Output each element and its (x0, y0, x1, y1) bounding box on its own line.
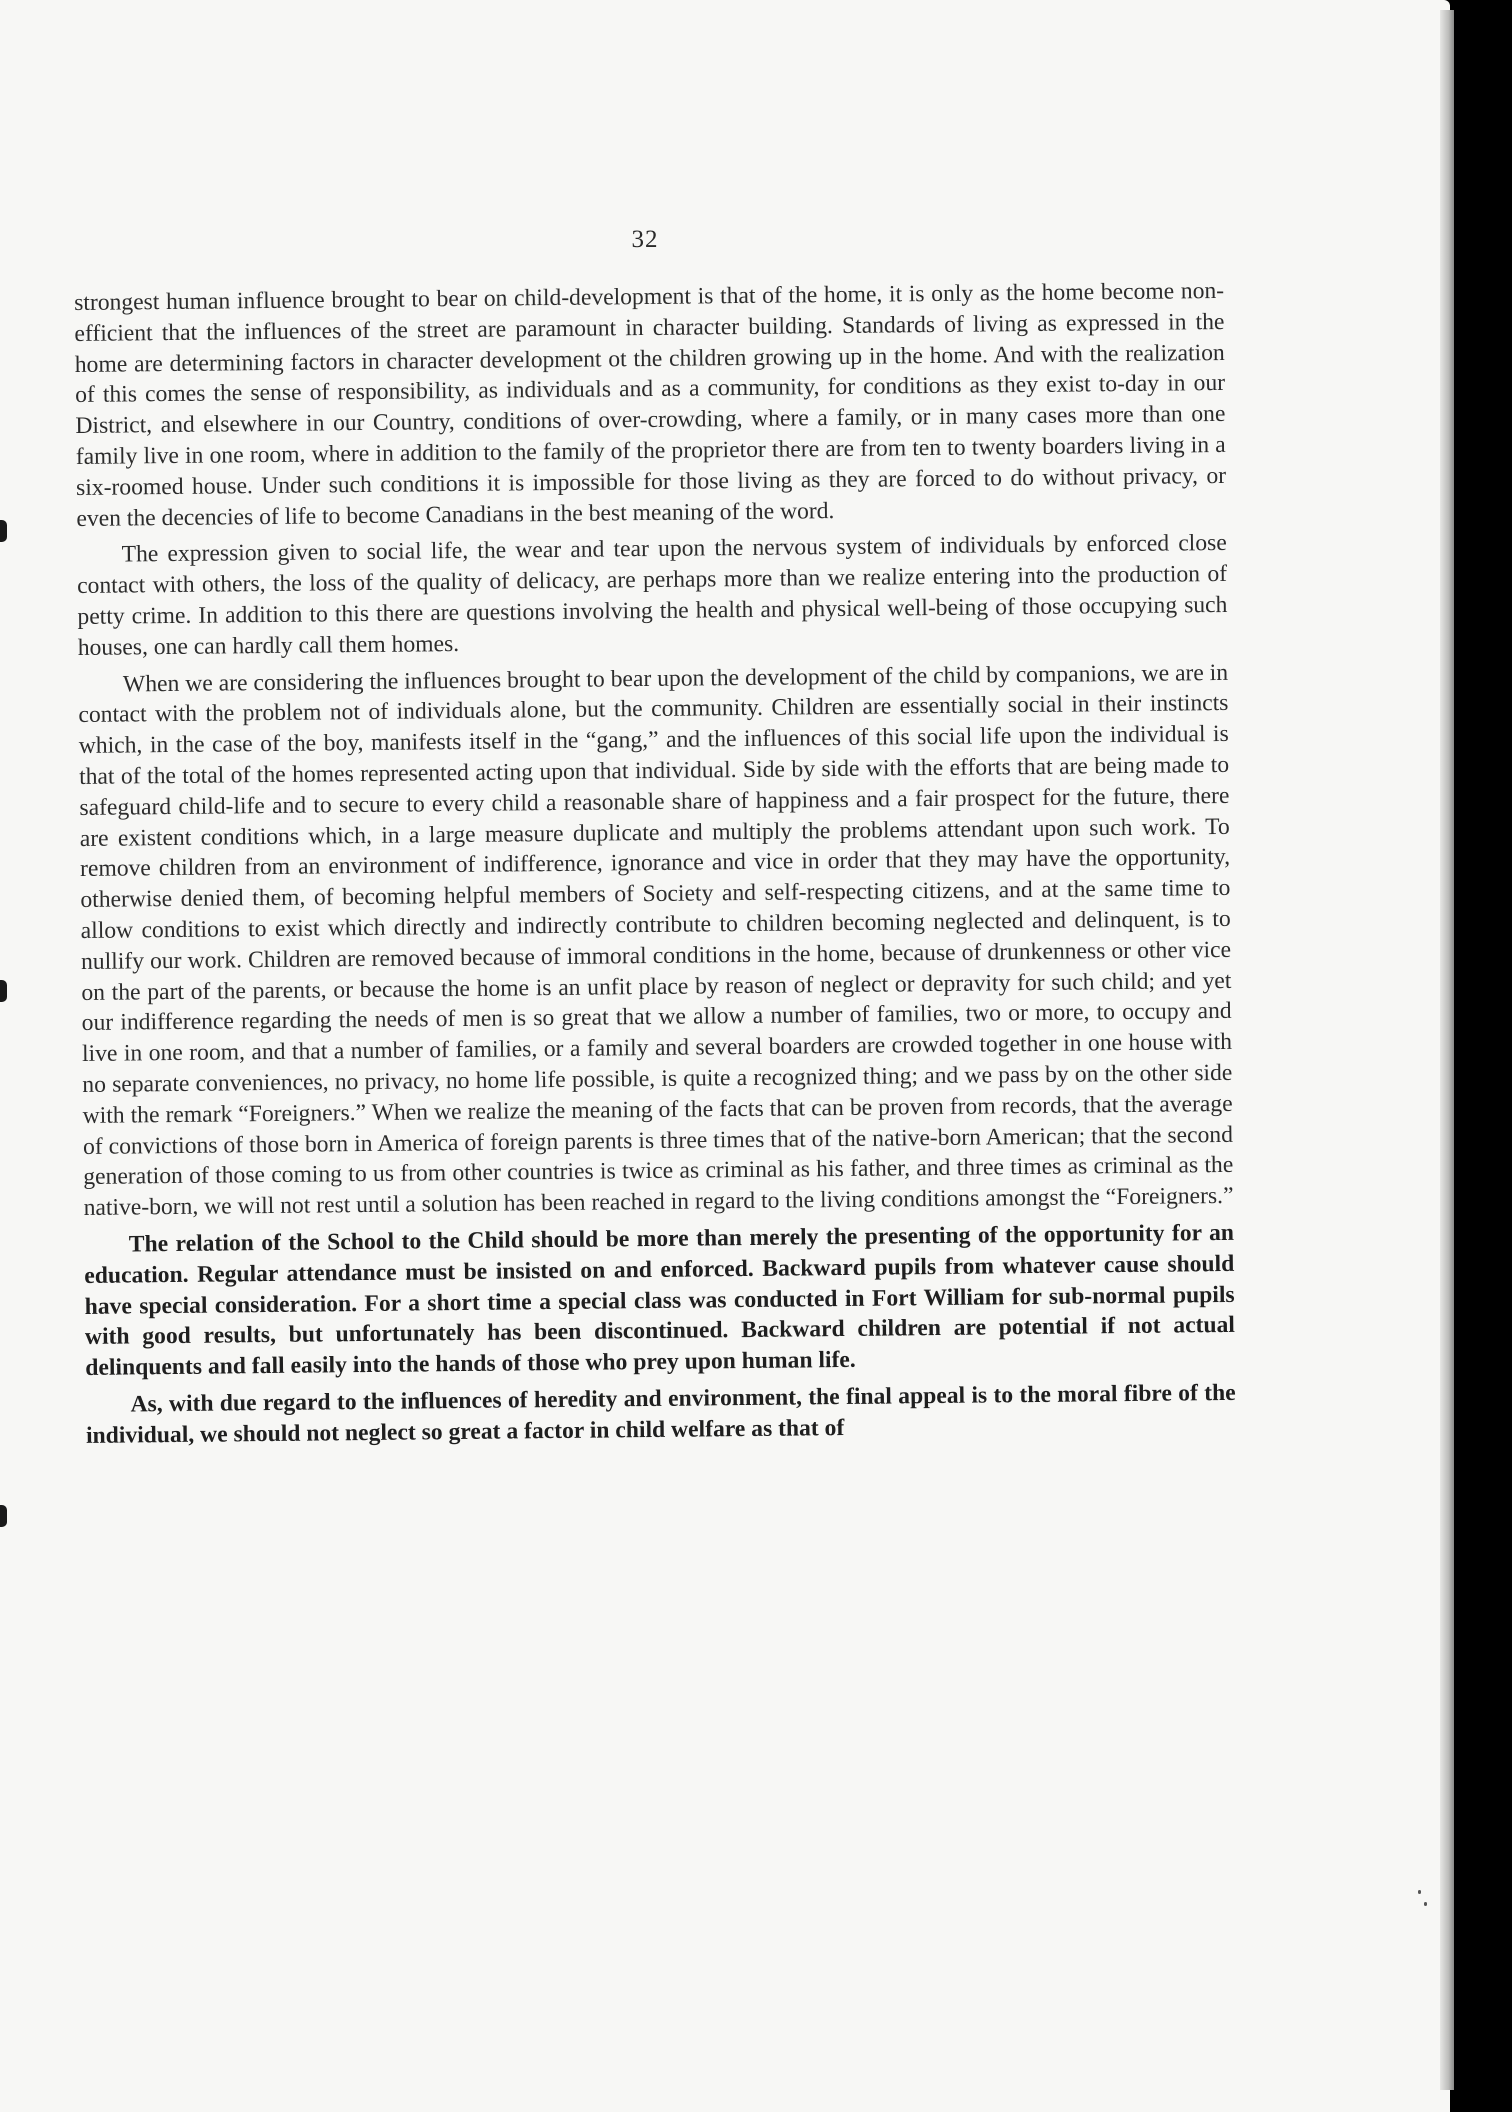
binding-hole-mark (0, 520, 7, 542)
scan-speck (1424, 1902, 1427, 1906)
body-text (74, 276, 1236, 1457)
scan-speck (1418, 1890, 1421, 1894)
binding-hole-mark (0, 980, 7, 1002)
binding-hole-mark (0, 1505, 7, 1527)
paragraph-home-influence: strongest human influence brought to bear on child-development is that of the home, it is only as the home become non-efficient that the influences of the street are paramount in character building. Standards of living as expressed in the home are determining factors in character development ot the children growing up in the home. And with the realization of this comes the sense of responsibility, as individuals and as a community, for conditions as they exist to-day in our District, and elsewhere in our Country, conditions of over-crowding, where a family, or in many cases more than one family live in one room, where in addition to the family of the proprietor there are from ten to twenty boarders living in a six-roomed house. Under such conditions it is impossible for those living as they are forced to do without privacy, or even the decencies of life to become Canadians in the best meaning of the word. (74, 277, 1227, 532)
paragraph-moral-fibre: As, with due regard to the influences of heredity and environment, the final appeal is to the moral fibre of the individual, we should not neglect so great a factor in child welfare as that of (85, 1379, 1236, 1449)
paragraph-social-life: The expression given to social life, the wear and tear upon the nervous system of individuals by enforced close contact with others, the loss of the quality of delicacy, are perhaps more than we realize entering into the production of petty crime. In addition to this there are questions involving the health and physical well-being of those occupying such houses, one can hardly call them homes. (76, 530, 1228, 661)
page-edge-shadow (1440, 10, 1454, 2090)
paragraph-school: The relation of the School to the Child should be more than merely the presenting of the opportunity for an education. Regular attendance must be insisted on and enforced. Backward pupils from whatever cause should have special consideration. For a short time a special class was conducted in Fort William for sub-normal pupils with good results, but unfortunately has been discontinued. Backward children are potential if not actual delinquents and fall easily into the hands of those who prey upon human life. (84, 1219, 1236, 1382)
paragraph-companions: When we are considering the influences brought to bear upon the development of the child by companions, we are in contact with the problem not of individuals alone, but the community. Children are essentially social in their instincts which, in the case of the boy, manifests itself in the “gang,” and the influences of this social life upon the individual is that of the total of the homes represented acting upon that individual. Side by side with the efforts that are being made to safeguard child-life and to secure to every child a reasonable share of happiness and a fair prospect for the future, there are existent conditions which, in a large measure duplicate and multiply the problems attendant upon such work. To remove children from an environment of indifference, ignorance and vice in order that they may have the opportunity, otherwise denied them, of becoming helpful members of Society and self-respecting citizens, and at the same time to allow conditions to exist which directly and indirectly contribute to children becoming neglected and delinquent, is to nullify our work. Children are removed because of immoral conditions in the home, because of drunkenness or other vice on the part of the parents, or because the home is an unfit place by reason of neglect or depravity for such child; and yet our indifference regarding the needs of men is so great that we allow a number of families, two or more, to occupy and live in one room, and that a number of families, or a family and several boarders are crowded together in one house with no separate conveniences, no privacy, no home life possible, is quite a recognized thing; and we pass by on the other side with the remark “Foreigners.” When we realize the meaning of the facts that can be proven from records, that the average of convictions of those born in America of foreign parents is three times that of the native-born American; that the second generation of those coming to us from other countries is twice as criminal as his father, and three times as criminal as the native-born, we will not rest until a solution has been reached in regard to the living conditions amongst the “Foreigners.” (78, 659, 1234, 1222)
page-number: 32 (631, 226, 659, 253)
